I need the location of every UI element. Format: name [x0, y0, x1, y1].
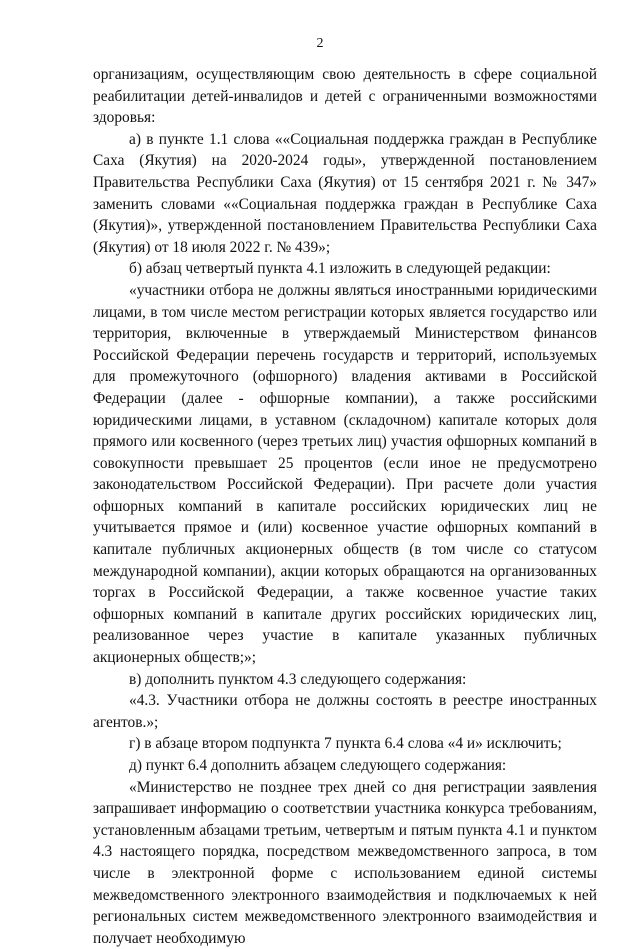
paragraph-quote-offshore: «участники отбора не должны являться иностранными юридическими лицами, в том числе местом регистрации которых является государство или территория, включенные в утверждаемый Министерством финансов Российской Федерации перечень государств и территорий, используемых для промежуточного (офшорного) владения активами в Российской Федерации (далее - офшорные компании), а также российскими юридическими лицами, в уставном (складочном) капитале которых доля прямого или косвенного (через третьих лиц) участия офшорных компаний в совокупности превышает 25 процентов (если иное не предусмотрено законодательством Российской Федерации). При расчете доли участия офшорных компаний в капитале российских юридических лиц не учитывается прямое и (или) косвенное участие офшорных компаний в капитале публичных акционерных обществ (в том числе со статусом международной компании), акции которых обращаются на организованных торгах в Российской Федерации, а также косвенное участие таких офшорных компаний в капитале других российских юридических лиц, реализованное через участие в капитале указанных публичных акционерных обществ;»; — [93, 281, 597, 667]
document-body — [93, 64, 597, 949]
paragraph-quote-4-3: «4.3. Участники отбора не должны состоять в реестре иностранных агентов.»; — [93, 692, 597, 731]
paragraph-item-b: б) абзац четвертый пункта 4.1 изложить в следующей редакции: — [129, 260, 551, 278]
paragraph-item-d: д) пункт 6.4 дополнить абзацем следующего содержания: — [129, 757, 507, 774]
paragraph-quote-ministry: «Министерство не позднее трех дней со дня регистрации заявления запрашивает информацию о соответствии участника конкурса требованиям, установленным абзацами третьим, четвертым и пятым пункта 4.1 и пунктом 4.3 настоящего порядка, посредством межведомственного запроса, в том числе в электронной форме с использованием единой системы межведомственного электронного взаимодействия и подключаемых к ней региональных систем межведомственного электронного взаимодействия и получает необходимую — [93, 778, 597, 947]
paragraph-item-a: а) в пункте 1.1 слова ««Социальная поддержка граждан в Республике Саха (Якутия) на 2020-2024 годы», утвержденной постановлением Правительства Республики Саха (Якутия) от 15 сентября 2021 г. № 347» заменить словами ««Социальная поддержка граждан в Республике Саха (Якутия)», утвержденной постановлением Правительства Республики Саха (Якутия) от 18 июля 2022 г. № 439»; — [93, 130, 597, 256]
page-number: 2 — [316, 36, 324, 51]
paragraph-item-v: в) дополнить пунктом 4.3 следующего содержания: — [129, 670, 467, 688]
paragraph-continuation: организациям, осуществляющим свою деятельность в сфере социальной реабилитации детей-инвалидов и детей с ограниченными возможностями здоровья: — [93, 66, 597, 127]
paragraph-item-g: г) в абзаце втором подпункта 7 пункта 6.4 слова «4 и» исключить; — [129, 735, 562, 753]
